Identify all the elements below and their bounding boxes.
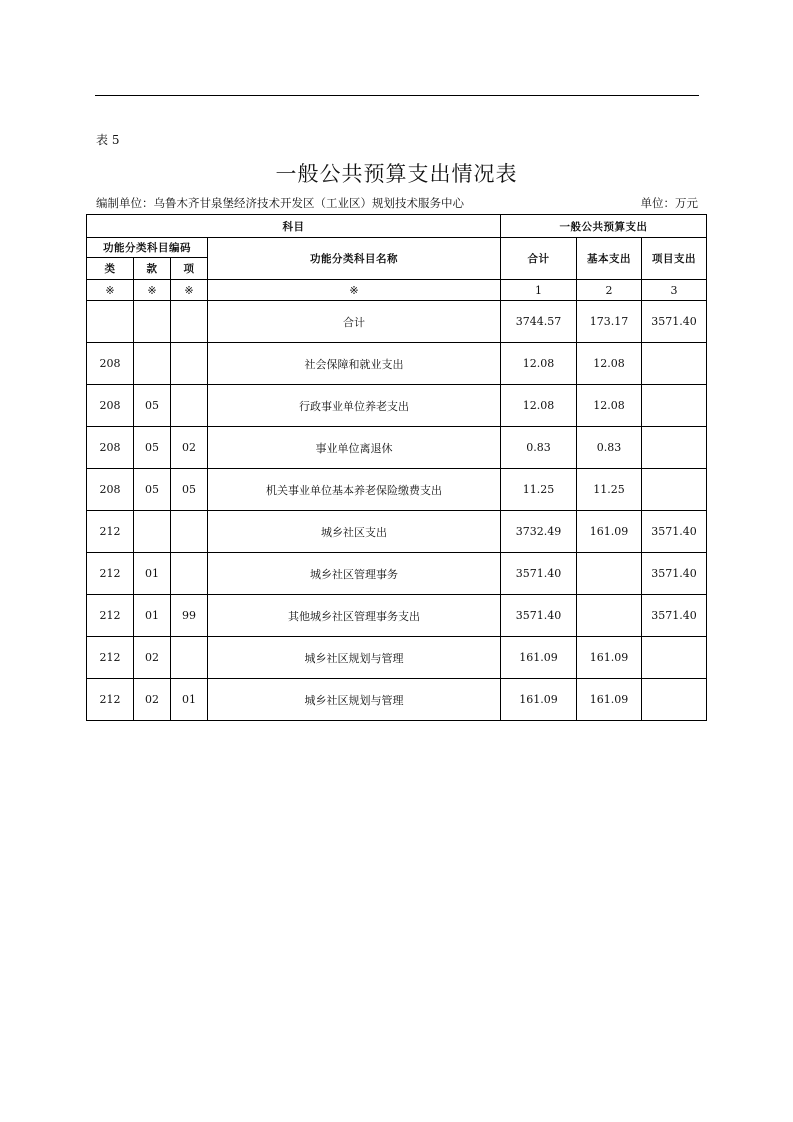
mark-lei: ※: [87, 280, 134, 301]
header-project: 项目支出: [642, 238, 707, 280]
cell-lei: 212: [87, 679, 134, 721]
cell-name: 其他城乡社区管理事务支出: [208, 595, 501, 637]
cell-xiang: 99: [171, 595, 208, 637]
cell-lei: 208: [87, 343, 134, 385]
table-number: 表 5: [96, 133, 120, 147]
cell-name: 城乡社区规划与管理: [208, 679, 501, 721]
cell-total: 11.25: [501, 469, 577, 511]
cell-total: 161.09: [501, 679, 577, 721]
cell-basic: 161.09: [577, 511, 642, 553]
cell-basic: 12.08: [577, 385, 642, 427]
column-index-3: 3: [642, 280, 707, 301]
cell-basic: 12.08: [577, 343, 642, 385]
cell-total: 0.83: [501, 427, 577, 469]
cell-xiang: [171, 301, 208, 343]
table-row: [87, 343, 707, 385]
header-lei: 类: [87, 258, 134, 280]
column-index-1: 1: [501, 280, 577, 301]
table-row: [87, 469, 707, 511]
cell-xiang: [171, 511, 208, 553]
cell-name: 城乡社区规划与管理: [208, 637, 501, 679]
cell-kuan: 01: [134, 595, 171, 637]
cell-name: 机关事业单位基本养老保险缴费支出: [208, 469, 501, 511]
cell-kuan: [134, 301, 171, 343]
cell-kuan: 02: [134, 637, 171, 679]
mark-name: ※: [208, 280, 501, 301]
header-name-column: 功能分类科目名称: [208, 238, 501, 280]
table-row: [87, 427, 707, 469]
cell-project: 3571.40: [642, 553, 707, 595]
cell-xiang: [171, 343, 208, 385]
cell-kuan: [134, 511, 171, 553]
cell-basic: [577, 595, 642, 637]
cell-name: 合计: [208, 301, 501, 343]
compiler-unit: 编制单位：乌鲁木齐甘泉堡经济技术开发区（工业区）规划技术服务中心: [96, 196, 464, 210]
cell-basic: 161.09: [577, 679, 642, 721]
cell-lei: 212: [87, 511, 134, 553]
header-basic: 基本支出: [577, 238, 642, 280]
cell-total: 3571.40: [501, 595, 577, 637]
cell-project: [642, 679, 707, 721]
cell-basic: 173.17: [577, 301, 642, 343]
document-title: 一般公共预算支出情况表: [275, 162, 518, 186]
cell-kuan: 05: [134, 427, 171, 469]
header-kuan: 款: [134, 258, 171, 280]
cell-lei: 212: [87, 553, 134, 595]
cell-lei: 212: [87, 595, 134, 637]
cell-name: 行政事业单位养老支出: [208, 385, 501, 427]
cell-project: [642, 343, 707, 385]
cell-total: 3571.40: [501, 553, 577, 595]
header-subject: 科目: [87, 215, 501, 238]
cell-kuan: 05: [134, 469, 171, 511]
header-total: 合计: [501, 238, 577, 280]
cell-xiang: 02: [171, 427, 208, 469]
cell-name: 社会保障和就业支出: [208, 343, 501, 385]
cell-lei: [87, 301, 134, 343]
cell-xiang: 05: [171, 469, 208, 511]
cell-total: 12.08: [501, 385, 577, 427]
cell-kuan: 02: [134, 679, 171, 721]
cell-xiang: [171, 553, 208, 595]
cell-basic: [577, 553, 642, 595]
cell-project: [642, 637, 707, 679]
cell-basic: 11.25: [577, 469, 642, 511]
table-row: [87, 385, 707, 427]
cell-kuan: [134, 343, 171, 385]
cell-xiang: [171, 637, 208, 679]
cell-kuan: 01: [134, 553, 171, 595]
cell-project: 3571.40: [642, 301, 707, 343]
cell-project: [642, 469, 707, 511]
cell-project: 3571.40: [642, 511, 707, 553]
cell-lei: 208: [87, 385, 134, 427]
cell-lei: 212: [87, 637, 134, 679]
cell-kuan: 05: [134, 385, 171, 427]
top-rule: [95, 95, 699, 96]
header-budget-group: 一般公共预算支出: [501, 215, 707, 238]
cell-name: 城乡社区管理事务: [208, 553, 501, 595]
table-row: [87, 553, 707, 595]
mark-kuan: ※: [134, 280, 171, 301]
cell-project: [642, 427, 707, 469]
cell-total: 3732.49: [501, 511, 577, 553]
cell-name: 事业单位离退休: [208, 427, 501, 469]
budget-table: [86, 214, 707, 721]
column-index-2: 2: [577, 280, 642, 301]
cell-xiang: [171, 385, 208, 427]
table-row: [87, 301, 707, 343]
header-xiang: 项: [171, 258, 208, 280]
table-row: [87, 679, 707, 721]
cell-basic: 161.09: [577, 637, 642, 679]
table-row: [87, 595, 707, 637]
cell-project: 3571.40: [642, 595, 707, 637]
mark-xiang: ※: [171, 280, 208, 301]
cell-basic: 0.83: [577, 427, 642, 469]
table-row: [87, 637, 707, 679]
cell-xiang: 01: [171, 679, 208, 721]
cell-total: 12.08: [501, 343, 577, 385]
cell-total: 161.09: [501, 637, 577, 679]
cell-project: [642, 385, 707, 427]
header-code-group: 功能分类科目编码: [87, 238, 208, 258]
table-row: [87, 511, 707, 553]
cell-lei: 208: [87, 469, 134, 511]
currency-unit: 单位：万元: [640, 196, 698, 210]
cell-lei: 208: [87, 427, 134, 469]
cell-total: 3744.57: [501, 301, 577, 343]
cell-name: 城乡社区支出: [208, 511, 501, 553]
